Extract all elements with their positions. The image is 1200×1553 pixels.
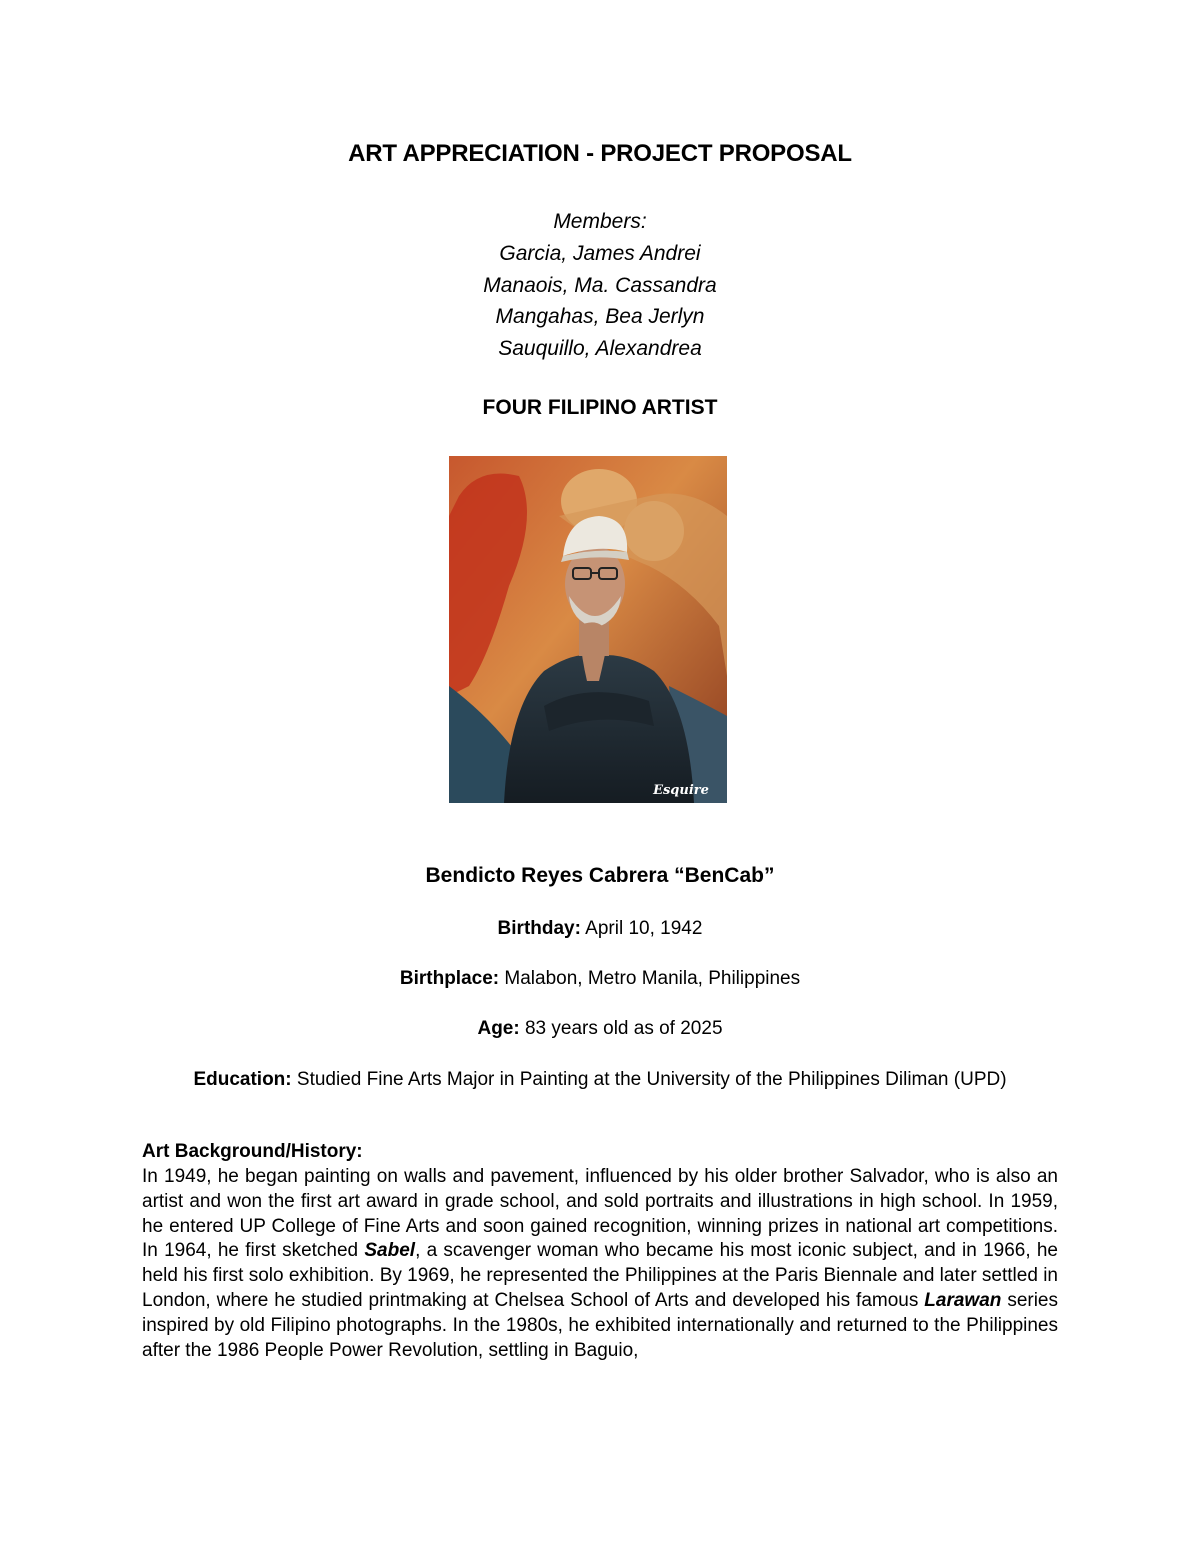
member-name: Mangahas, Bea Jerlyn bbox=[495, 305, 705, 329]
artist-name: Bendicto Reyes Cabrera “BenCab” bbox=[425, 864, 775, 887]
members-label: Members: bbox=[553, 210, 647, 233]
member-name: Sauquillo, Alexandrea bbox=[498, 337, 702, 361]
fact-label: Education: bbox=[193, 1069, 292, 1090]
emphasis-larawan: Larawan bbox=[924, 1289, 1002, 1311]
fact-value: April 10, 1942 bbox=[580, 918, 703, 939]
document-title: ART APPRECIATION - PROJECT PROPOSAL bbox=[348, 140, 852, 167]
paragraph-text: series inspired by old Filipino photographs. In the 1980s, he exhibited internationally and returned to the Philippines after the 1986 People Power Revolution, settling in Baguio, bbox=[142, 1289, 1059, 1361]
fact-education bbox=[160, 1068, 1040, 1092]
paragraph-text: In 1949, he began painting on walls and pavement, influenced by his older brother Salvador, who is also an artist and won the first art award in grade school, and sold portraits and illustrations in high school. In 1959, he entered UP College of Fine Arts and soon gained recognition, winning prizes in national art competitions. In 1964, he first sketched bbox=[142, 1166, 1058, 1262]
fact-value: 83 years old as of 2025 bbox=[519, 1018, 723, 1039]
members-block bbox=[0, 206, 1200, 365]
section-heading: FOUR FILIPINO ARTIST bbox=[482, 396, 718, 419]
paragraph-text: , a scavenger woman who became his most iconic subject, and in 1966, he held his first solo exhibition. By 1969, he represented the Philippines at the Paris Biennale and later settled in London, where he studied printmaking at Chelsea School of Arts and developed his famous bbox=[142, 1240, 1058, 1311]
fact-value: Malabon, Metro Manila, Philippines bbox=[499, 968, 801, 989]
member-name: Manaois, Ma. Cassandra bbox=[483, 273, 717, 297]
member-name: Garcia, James Andrei bbox=[499, 241, 701, 265]
background-heading: Art Background/History: bbox=[142, 1141, 363, 1162]
artist-portrait-photo bbox=[449, 456, 727, 803]
fact-label: Age: bbox=[477, 1018, 520, 1039]
fact-birthplace bbox=[0, 968, 1200, 990]
emphasis-sabel: Sabel bbox=[364, 1240, 416, 1262]
fact-age bbox=[0, 1018, 1200, 1040]
fact-label: Birthday: bbox=[497, 918, 581, 939]
background-paragraph bbox=[142, 1165, 1058, 1363]
fact-label: Birthplace: bbox=[399, 968, 500, 989]
fact-value: Studied Fine Arts Major in Painting at the University of the Philippines Diliman (UPD) bbox=[291, 1069, 1007, 1090]
fact-birthday bbox=[0, 918, 1200, 940]
portrait-watermark: Esquire bbox=[653, 783, 709, 798]
